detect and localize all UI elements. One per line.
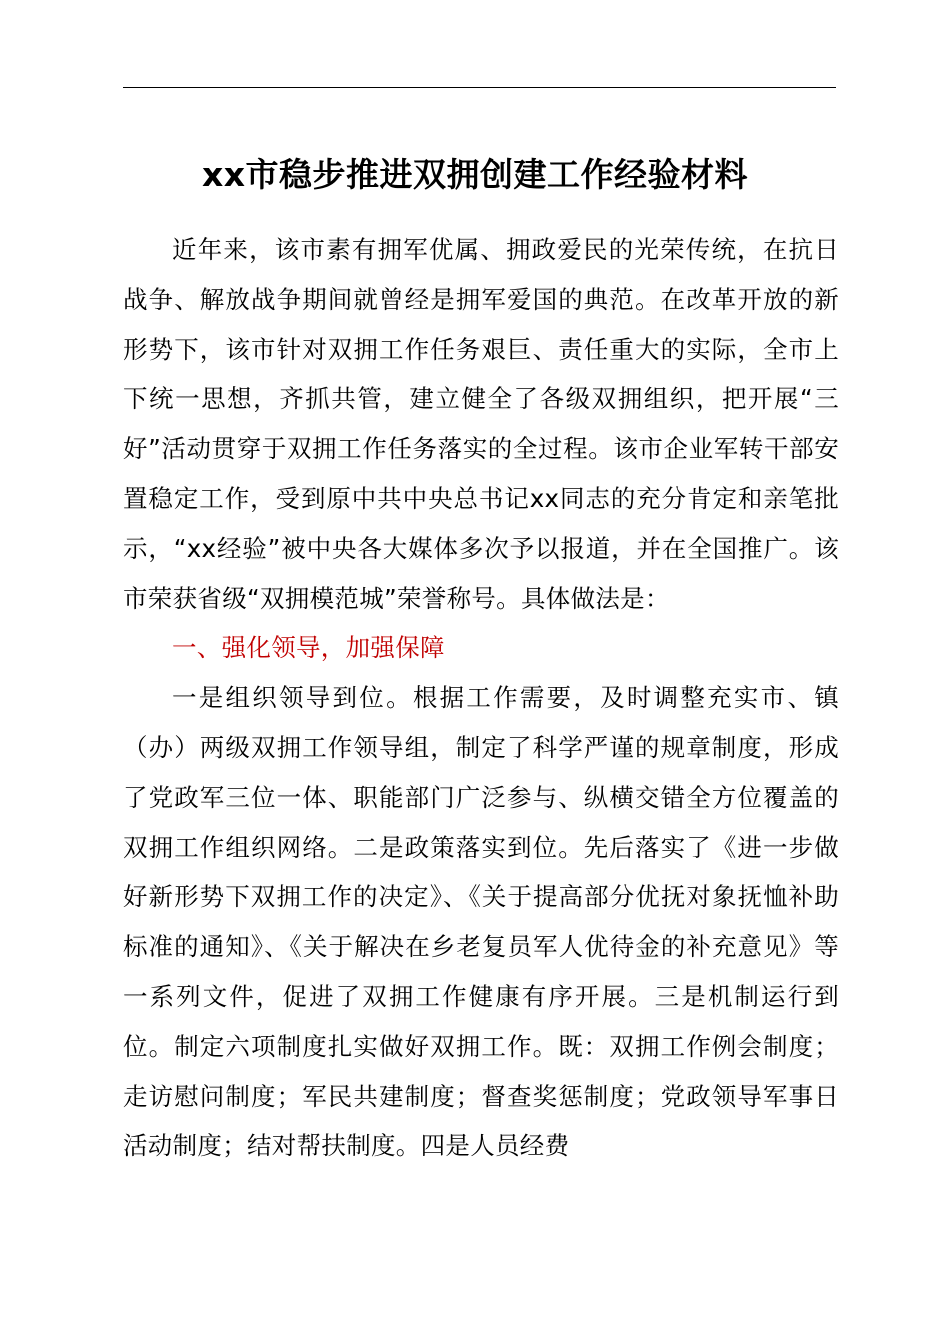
intro-paragraph: 近年来，该市素有拥军优属、拥政爱民的光荣传统，在抗日战争、解放战争期间就曾经是拥军爱国的典范。在改革开放的新形势下，该市针对双拥工作任务艰巨、责任重大的实际，全市上下统一思想，齐抓共管，建立健全了各级双拥组织，把开展“三好”活动贯穿于双拥工作任务落实的全过程。该市企业军转干部安置稳定工作，受到原中共中央总书记xx同志的充分肯定和亲笔批示，“xx经验”被中央各大媒体多次予以报道，并在全国推广。该市荣获省级“双拥模范城”荣誉称号。具体做法是： [123,235,839,613]
document-body [123,225,839,1171]
section-paragraph: 一是组织领导到位。根据工作需要，及时调整充实市、镇（办）两级双拥工作领导组，制定了科学严谨的规章制度，形成了党政军三位一体、职能部门广泛参与、纵横交错全方位覆盖的双拥工作组织网络。二是政策落实到位。先后落实了《进一步做好新形势下双拥工作的决定》、《关于提高部分优抚对象抚恤补助标准的通知》、《关于解决在乡老复员军人优待金的补充意见》等一系列文件，促进了双拥工作健康有序开展。三是机制运行到位。制定六项制度扎实做好双拥工作。既：双拥工作例会制度；走访慰问制度；军民共建制度；督查奖惩制度；党政领导军事日活动制度；结对帮扶制度。四是人员经费 [123,683,839,1161]
document-title: xx市稳步推进双拥创建工作经验材料 [201,155,749,194]
header-rule [123,87,836,88]
section-heading: 一、强化领导，加强保障 [172,633,445,663]
